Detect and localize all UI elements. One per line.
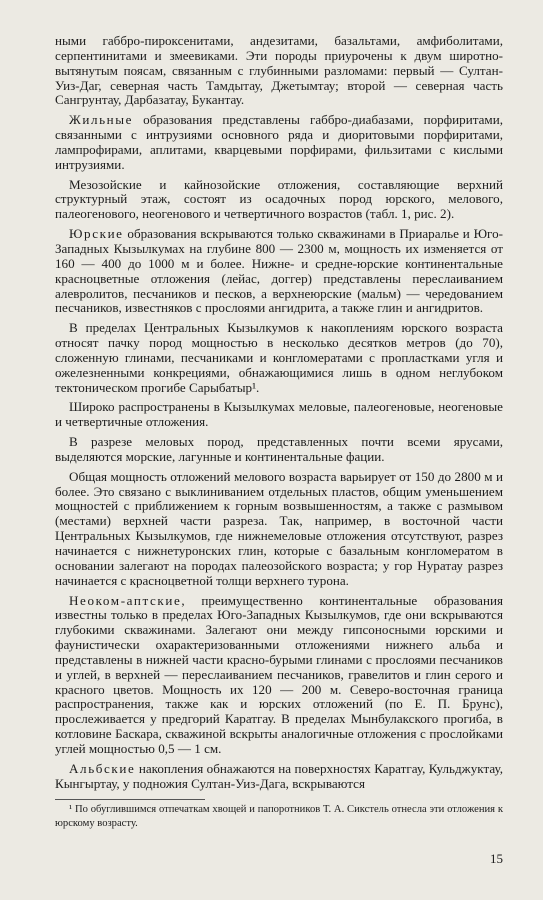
paragraph-6: Широко распространены в Кызылкумах меловые, палеогеновые, неогеновые и четвертичные отложения.	[55, 399, 503, 430]
paragraph-10: Альбские накопления обнажаются на поверхностях Каратгау, Кульджуктау, Кынгыртау, у подножия Султан-Уиз-Дага, вскрываются	[55, 760, 503, 791]
spaced-lead: Альбские	[69, 760, 136, 776]
page-number: 15	[490, 851, 503, 866]
spaced-lead: Жильные	[69, 112, 134, 128]
paragraph-7: В разрезе меловых пород, представленных почти всеми ярусами, выделяются морские, лагунные и континентальные фации.	[55, 434, 503, 464]
paragraph-1: ными габбро-пироксенитами, андезитами, базальтами, амфиболитами, серпентинитами и змеевиками. Эти породы приурочены к двум широтно-вытянутым поясам, связанным с глубинными разломами: первый — Султан-Уиз-Даг, северная часть Тамдытау, Джетымтау; второй — северная часть Сангрунтау, Дарбазатау, Букантау.	[55, 33, 503, 108]
paragraph-8: Общая мощность отложений мелового возраста варьирует от 150 до 2800 м и более. Это связано с выклиниванием отдельных пластов, общим уменьшением мощностей с приближением к горным возвышенностям, а также с размывом (местами) верхней части разреза. Так, например, в восточной части Центральных Кызылкумов, где нижнемеловые отложения отсутствуют, разрез начинается с нижнетуронских глин, которые с базальным конгломератом в основании залегают на породах палеозойского возраста; у гор Нуратау разрез начинается с красноцветной толщи верхнего турона.	[55, 468, 503, 588]
paragraph-9: Неоком-аптские, преимущественно континентальные образования известны только в пределах Юго-Западных Кызылкумов, где они вскрываются глубокими скважинами. Залегают они между гипсоносными юрскими и фаунистически охарактеризованными отложениями нижнего альба и представлены в нижней части красно-бурыми глинами с прослоями песчаников и углей, в верхней — переслаиванием песчаников, гравелитов и глин серого и красного цветов. Мощность их 120 — 200 м. Северо-восточная граница распространения, также как и юрских отложений (по Е. П. Брунс), прослеживается у предгорий Каратгау. В пределах Мынбулакского прогиба, в котловине Баскара, скважиной вскрыты аналогичные отложения с прослойками углей мощностью 0,5 — 1 см.	[55, 592, 503, 756]
spaced-lead: Неоком-аптские	[69, 592, 182, 608]
footnote: ¹ По обуглившимся отпечаткам хвощей и папоротников Т. А. Сикстель отнесла эти отложения к юрскому возрасту.	[55, 804, 503, 829]
paragraph-5: В пределах Центральных Кызылкумов к накоплениям юрского возраста относят пачку пород мощностью в несколько десятков метров (до 70), сложенную глинами, песчаниками и конгломератами с пропластками угля и ожелезненными конкрециями, обнажающимися лишь в одном неглубоком тектоническом прогибе Сарыбатыр¹.	[55, 320, 503, 395]
main-text	[55, 34, 503, 797]
spaced-lead: Юрские	[69, 226, 124, 242]
paragraph-2: Жильные образования представлены габбро-диабазами, порфиритами, связанными с интрузиями основного ряда и диоритовыми порфиритами, лампрофирами, аплитами, кварцевыми порфирами, фильзитами с кислыми интрузиями.	[55, 112, 503, 172]
paragraph-4: Юрские образования вскрываются только скважинами в Приаралье и Юго-Западных Кызылкумах на глубине 800 — 2300 м, мощность их изменяется от 160 — 400 до 1000 м и более. Нижне- и средне-юрские континентальные красноцветные отложения (лейас, доггер) представлены переслаиванием алевролитов, песчаников и песков, а верхнеюрские (мальм) — чередованием песчаников, известняков с прослоями ангидрита, а также глин и ангидритов.	[55, 226, 503, 316]
footnote-divider	[55, 799, 205, 800]
paragraph-3: Мезозойские и кайнозойские отложения, составляющие верхний структурный этаж, состоят из осадочных пород юрского, мелового, палеогенового, неогенового и четвертичного возрастов (табл. 1, рис. 2).	[55, 176, 503, 222]
